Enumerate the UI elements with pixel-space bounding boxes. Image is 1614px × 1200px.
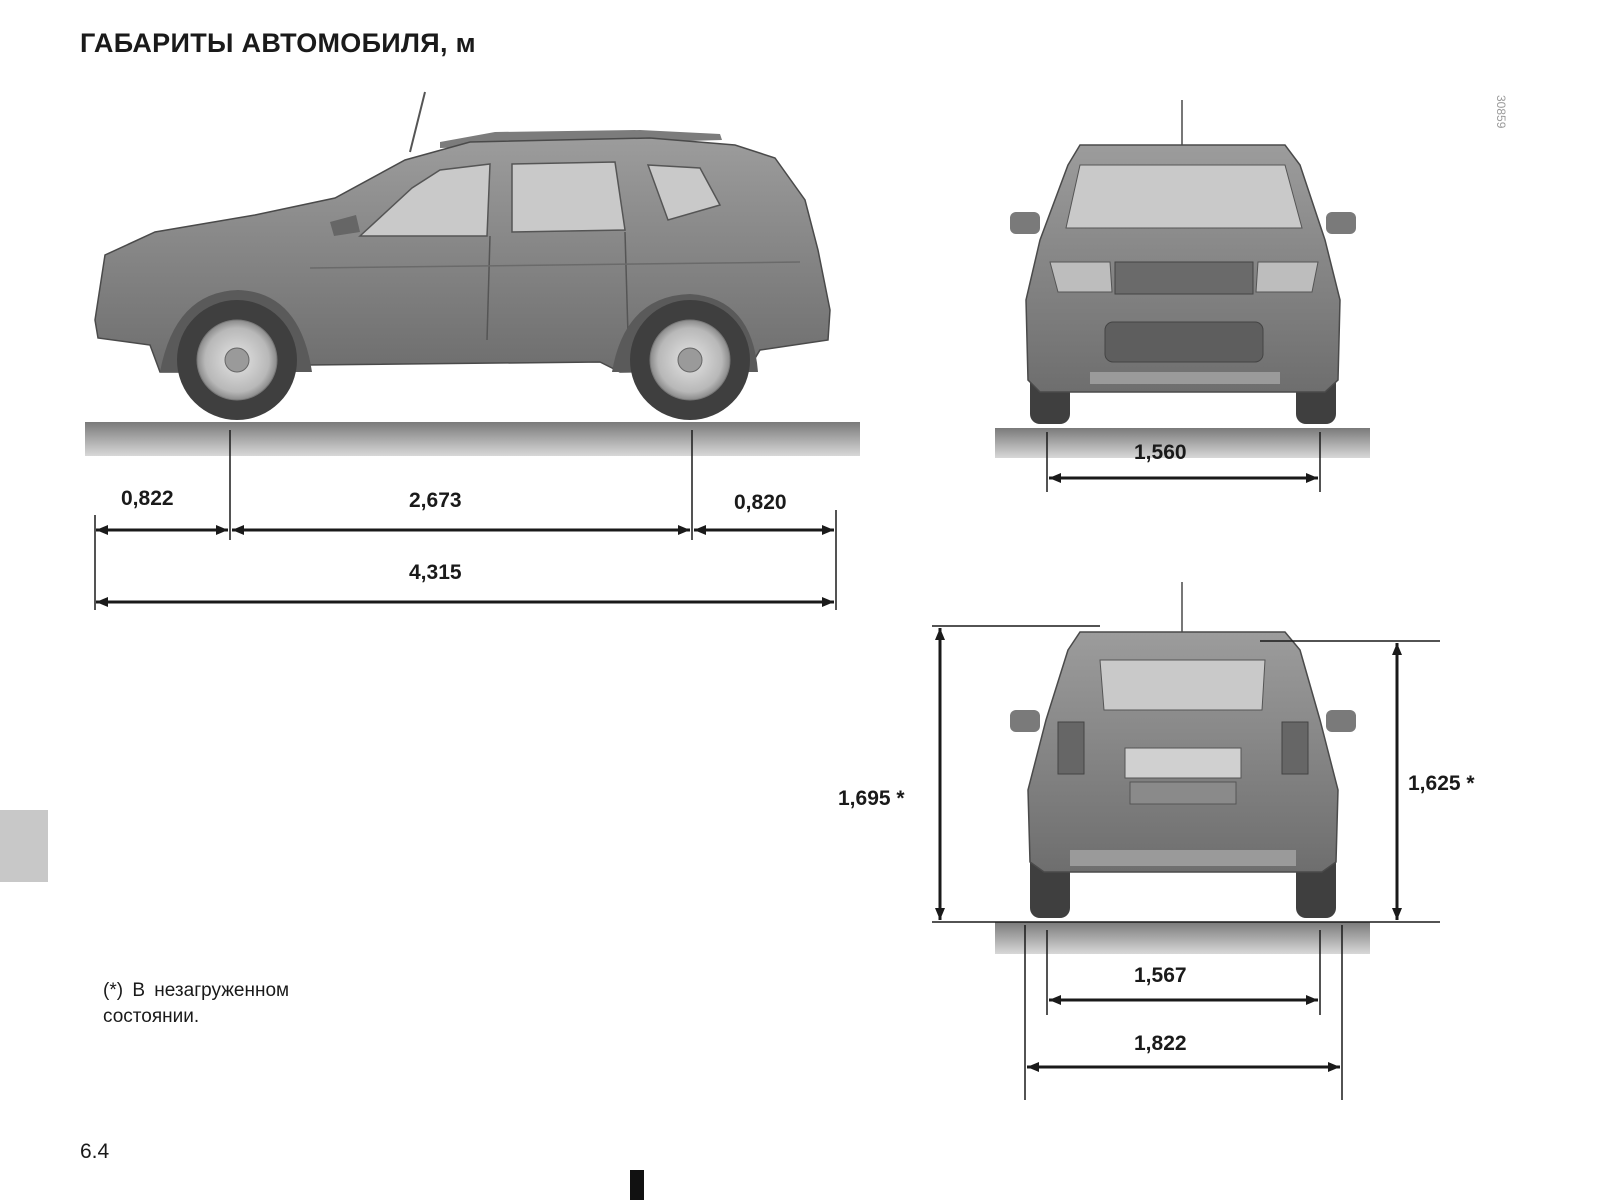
middle-window [512, 162, 625, 232]
height-with-rails-label: 1,695 * [838, 787, 905, 810]
image-code: 30859 [1494, 95, 1508, 129]
antenna [410, 92, 425, 152]
rear-overhang-label: 0,820 [734, 491, 787, 514]
rear-view-car [995, 582, 1370, 954]
rear-right-mirror [1326, 710, 1356, 732]
page-number: 6.4 [80, 1140, 110, 1163]
front-left-mirror [1010, 212, 1040, 234]
rear-ground [995, 922, 1370, 954]
side-reference-lines [95, 430, 836, 610]
plate-area [1125, 748, 1241, 778]
rear-window-glass [1100, 660, 1265, 710]
side-ground [85, 422, 860, 456]
windshield [1066, 165, 1302, 228]
side-view-car [85, 92, 860, 456]
overall-width-label: 1,822 [1134, 1032, 1187, 1055]
wheelbase-label: 2,673 [409, 489, 462, 512]
page-marker [630, 1170, 644, 1200]
grille [1115, 262, 1253, 294]
overall-length-label: 4,315 [409, 561, 462, 584]
front-overhang-label: 0,822 [121, 487, 174, 510]
rear-track-label: 1,567 [1134, 964, 1187, 987]
side-dimension-arrows [96, 530, 834, 602]
front-view-car [995, 100, 1370, 458]
front-right-mirror [1326, 212, 1356, 234]
footnote: (*) В незагруженном состоянии. [103, 980, 290, 1027]
page-title: ГАБАРИТЫ АВТОМОБИЛЯ, м [80, 28, 476, 58]
height-without-rails-label: 1,625 * [1408, 772, 1475, 795]
front-track-label: 1,560 [1134, 441, 1187, 464]
rear-left-mirror [1010, 710, 1040, 732]
